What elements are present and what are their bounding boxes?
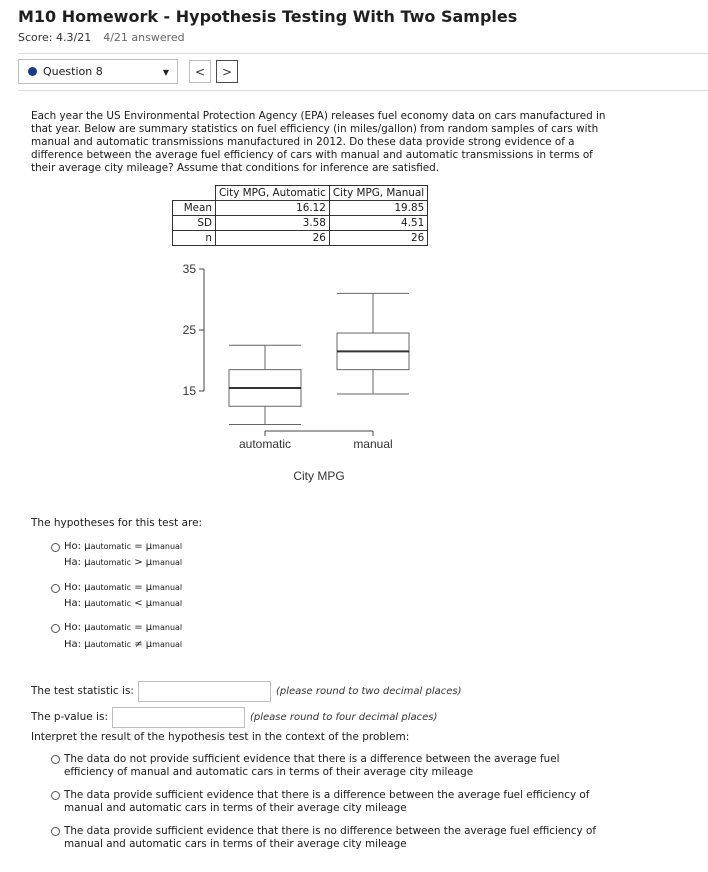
- test-statistic-label: The test statistic is:: [31, 685, 134, 697]
- cell-mean-manual: 19.85: [329, 201, 427, 216]
- cell-n-automatic: 26: [216, 231, 330, 246]
- hypothesis-option-1-h0: Ho: μautomatic = μmanual: [64, 541, 183, 552]
- nav-divider: [18, 90, 708, 91]
- interpretation-heading: Interpret the result of the hypothesis test in the context of the problem:: [31, 731, 410, 743]
- y-tick-label: 35: [182, 262, 196, 276]
- hypothesis-option-1-radio[interactable]: [51, 543, 60, 552]
- p-value-label: The p-value is:: [31, 711, 108, 723]
- header-divider: [18, 53, 708, 54]
- cell-sd-automatic: 3.58: [216, 216, 330, 231]
- status-dot-icon: [28, 67, 37, 76]
- summary-table: [172, 185, 428, 246]
- table-header-row: [173, 186, 428, 201]
- answered-count: 4/21 answered: [103, 31, 185, 44]
- hypothesis-option-3-radio[interactable]: [51, 624, 60, 633]
- y-tick-label: 15: [182, 384, 196, 398]
- hypothesis-option-2-radio[interactable]: [51, 584, 60, 593]
- test-statistic-hint: (please round to two decimal places): [276, 686, 462, 697]
- table-row: [173, 201, 428, 216]
- table-row: [173, 216, 428, 231]
- interpretation-option-2-radio[interactable]: [51, 791, 60, 800]
- table-row: [173, 231, 428, 246]
- hypothesis-option-3-h0: Ho: μautomatic = μmanual: [64, 622, 183, 633]
- interpretation-option-1-radio[interactable]: [51, 755, 60, 764]
- score-text: Score: 4.3/21: [18, 31, 92, 44]
- score-line: [18, 31, 185, 44]
- x-axis-label: City MPG: [293, 469, 345, 483]
- boxplot-chart: [170, 255, 430, 490]
- row-label-n: n: [173, 231, 216, 246]
- table-header-manual: City MPG, Manual: [329, 186, 427, 201]
- next-question-button[interactable]: >: [216, 60, 238, 83]
- cell-sd-manual: 4.51: [329, 216, 427, 231]
- row-label-sd: SD: [173, 216, 216, 231]
- hypothesis-option-1-ha: Ha: μautomatic > μmanual: [64, 557, 183, 568]
- interpretation-option-2-text: The data provide sufficient evidence that there is a difference between the average fuel efficiency of manual and automatic cars in terms of their average city mileage: [64, 789, 590, 814]
- hypothesis-option-2-ha: Ha: μautomatic < μmanual: [64, 598, 183, 609]
- previous-question-button[interactable]: <: [189, 60, 211, 83]
- cell-mean-automatic: 16.12: [216, 201, 330, 216]
- test-statistic-input[interactable]: [138, 681, 271, 702]
- caret-down-icon: ▼: [162, 68, 169, 77]
- question-select-label: Question 8: [43, 65, 103, 78]
- question-select[interactable]: [18, 59, 178, 84]
- p-value-input[interactable]: [112, 707, 245, 728]
- cell-n-manual: 26: [329, 231, 427, 246]
- hypothesis-option-3-ha: Ha: μautomatic ≠ μmanual: [64, 639, 183, 650]
- x-tick-label: automatic: [238, 437, 292, 451]
- page-title: M10 Homework - Hypothesis Testing With Two Samples: [18, 7, 518, 26]
- row-label-mean: Mean: [173, 201, 216, 216]
- table-corner: [173, 186, 216, 201]
- x-tick-label: manual: [353, 437, 393, 451]
- hypotheses-heading: The hypotheses for this test are:: [31, 517, 203, 529]
- interpretation-option-1-text: The data do not provide sufficient evidence that there is a difference between the average fuel efficiency of manual and automatic cars in terms of their average city mileage: [64, 753, 560, 778]
- problem-text: Each year the US Environmental Protection Agency (EPA) releases fuel economy data on cars manufactured in that year. Below are summary statistics on fuel efficiency (in miles/gallon) from random samples of cars with manual and automatic transmissions manufactured in 2012. Do these data provide strong evidence of a difference between the average fuel efficiency of cars with manual and automatic transmissions in terms of their average city mileage? Assume that conditions for inference are satisfied.: [31, 110, 606, 174]
- hypothesis-option-2-h0: Ho: μautomatic = μmanual: [64, 582, 183, 593]
- table-header-automatic: City MPG, Automatic: [216, 186, 330, 201]
- p-value-hint: (please round to four decimal places): [250, 712, 438, 723]
- y-tick-label: 25: [182, 323, 196, 337]
- interpretation-option-3-radio[interactable]: [51, 827, 60, 836]
- interpretation-option-3-text: The data provide sufficient evidence that there is no difference between the average fuel efficiency of manual and automatic cars in terms of their average city mileage: [64, 825, 597, 850]
